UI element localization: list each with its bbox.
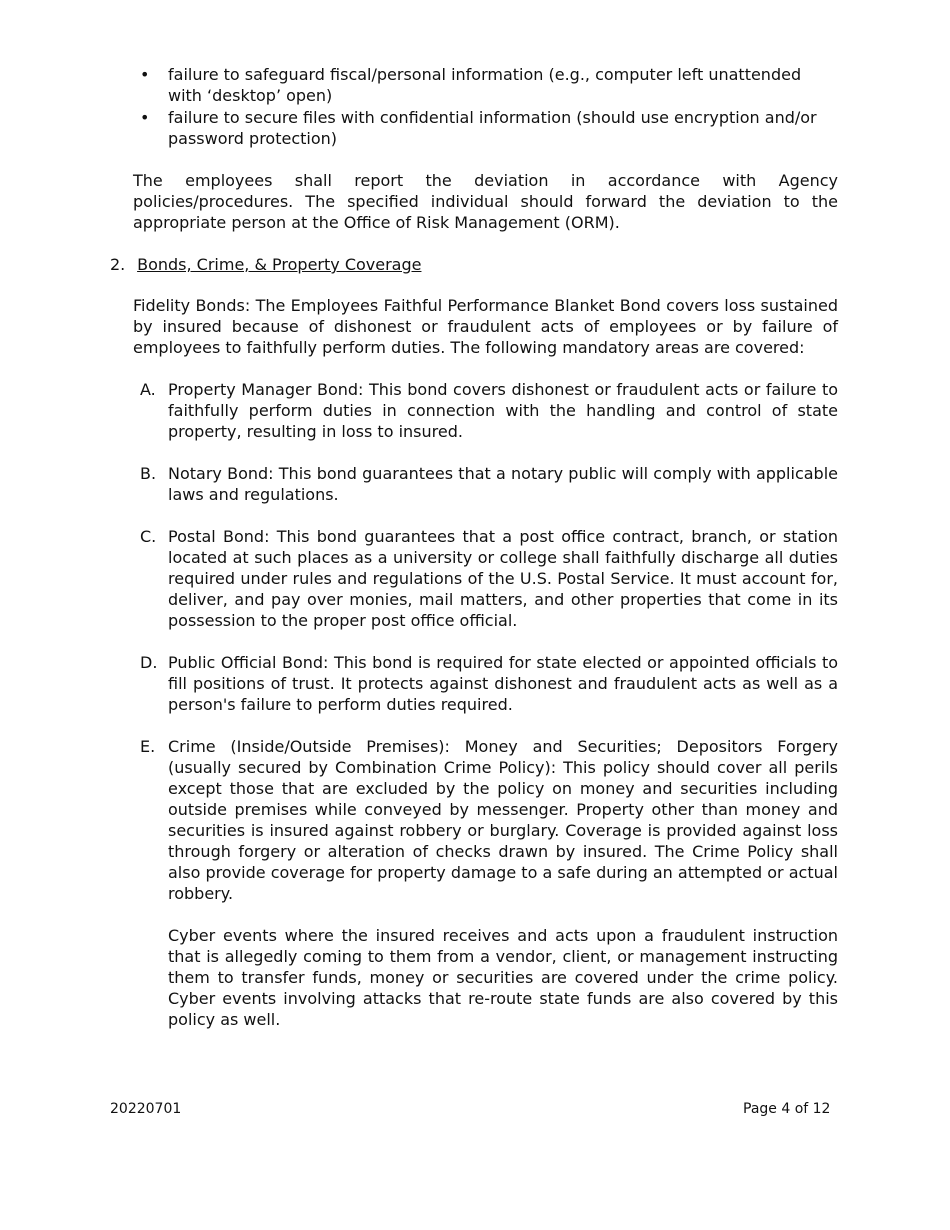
bullet-item bbox=[140, 64, 830, 106]
coverage-item-e bbox=[133, 736, 838, 1030]
section-title: Bonds, Crime, & Property Coverage bbox=[137, 255, 422, 274]
bullet-item bbox=[140, 107, 830, 149]
item-letter: E. bbox=[140, 737, 156, 756]
bullet-text: failure to secure files with confidential information (should use encryption and/or password protection) bbox=[168, 108, 817, 148]
item-text: Crime (Inside/Outside Premises): Money and Securities; Depositors Forgery (usually secured by Combination Crime Policy): This policy should cover all perils except those that are excluded by the policy on money and securities including outside premises while conveyed by messenger. Property other than money and securities is insured against robbery or burglary. Coverage is provided against loss through forgery or alteration of checks drawn by insured. The Crime Policy shall also provide coverage for property damage to a safe during an attempted or actual robbery. bbox=[168, 737, 838, 903]
footer-page-number: Page 4 of 12 bbox=[743, 1101, 831, 1117]
bullet-dot: • bbox=[140, 108, 150, 127]
fidelity-bonds-paragraph: Fidelity Bonds: The Employees Faithful Performance Blanket Bond covers loss sustained by insured because of dishonest or fraudulent acts of employees or by failure of employees to faithfully perform duties. The following mandatory areas are covered: bbox=[133, 296, 838, 357]
coverage-item-c bbox=[133, 526, 838, 631]
item-text: Public Official Bond: This bond is required for state elected or appointed officials to fill positions of trust. It protects against dishonest and fraudulent acts as well as a person's failure to perform duties required. bbox=[168, 653, 838, 714]
footer-doc-id: 20220701 bbox=[110, 1101, 182, 1117]
item-text: Notary Bond: This bond guarantees that a notary public will comply with applicable laws and regulations. bbox=[168, 464, 838, 504]
bullet-dot: • bbox=[140, 65, 150, 84]
coverage-item-d bbox=[133, 652, 838, 715]
section-number: 2. bbox=[110, 255, 126, 274]
section-heading bbox=[110, 254, 421, 275]
item-letter: B. bbox=[140, 464, 157, 483]
failure-bullet-list bbox=[140, 64, 830, 150]
item-text: Property Manager Bond: This bond covers dishonest or fraudulent acts or failure to faithfully perform duties in connection with the handling and control of state property, resulting in loss to insured. bbox=[168, 380, 838, 441]
item-letter: D. bbox=[140, 653, 158, 672]
item-text-continued: Cyber events where the insured receives and acts upon a fraudulent instruction that is allegedly coming to them from a vendor, client, or management instructing them to transfer funds, money or securities are covered under the crime policy. Cyber events involving attacks that re-route state funds are also covered by this policy as well. bbox=[168, 926, 838, 1029]
coverage-item-a bbox=[133, 379, 838, 442]
coverage-item-b bbox=[133, 463, 838, 505]
item-text: Postal Bond: This bond guarantees that a post office contract, branch, or station located at such places as a university or college shall faithfully discharge all duties required under rules and regulations of the U.S. Postal Service. It must account for, deliver, and pay over monies, mail matters, and other properties that come in its possession to the proper post office official. bbox=[168, 527, 838, 630]
coverage-list bbox=[133, 379, 838, 1051]
report-deviation-paragraph: The employees shall report the deviation in accordance with Agency policies/procedures. The specified individual should forward the deviation to the appropriate person at the Office of Risk Management (ORM). bbox=[133, 171, 838, 232]
item-letter: C. bbox=[140, 527, 157, 546]
item-letter: A. bbox=[140, 380, 156, 399]
bullet-text: failure to safeguard fiscal/personal information (e.g., computer left unattended with ‘desktop’ open) bbox=[168, 65, 802, 105]
